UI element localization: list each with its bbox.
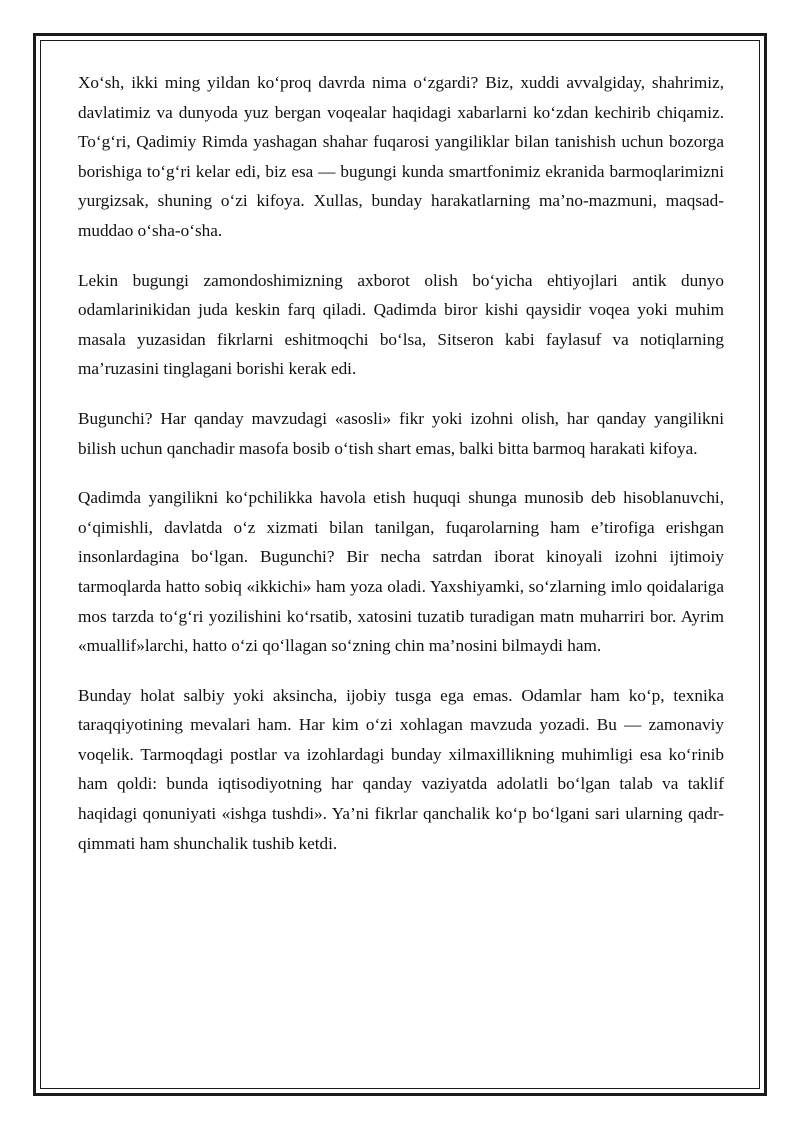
document-body [78, 68, 724, 878]
paragraph-3: Bugunchi? Har qanday mavzudagi «asosli» fikr yoki izohni olish, har qanday yangilikni bilish uchun qanchadir masofa bosib o‘tish shart emas, balki bitta barmoq harakati kifoya. [78, 408, 724, 458]
paragraph-5: Bunday holat salbiy yoki aksincha, ijobiy tusga ega emas. Odamlar ham ko‘p, texnika taraqqiyotining mevalari ham. Har kim o‘zi xohlagan mavzuda yozadi. Bu — zamonaviy voqelik. Tarmoqdagi postlar va izohlardagi bunday xilmaxillikning muhimligi esa ko‘rinib ham qoldi: bunda iqtisodiyotning har qanday vaziyatda adolatli bo‘lgan talab va taklif haqidagi qonuniyati «ishga tushdi». Ya’ni fikrlar qanchalik ko‘p bo‘lgani sari ularning qadr-qimmati ham shunchalik tushib ketdi. [78, 685, 724, 853]
paragraph-2: Lekin bugungi zamondoshimizning axborot olish bo‘yicha ehtiyojlari antik dunyo odamlarinikidan juda keskin farq qiladi. Qadimda biror kishi qaysidir voqea yoki muhim masala yuzasidan fikrlarni eshitmoqchi bo‘lsa, Sitseron kabi faylasuf va notiqlarning ma’ruzasini tinglagani borishi kerak edi. [78, 270, 724, 379]
paragraph-1: Xo‘sh, ikki ming yildan ko‘proq davrda nima o‘zgardi? Biz, xuddi avvalgiday, shahrimiz, davlatimiz va dunyoda yuz bergan voqealar haqidagi xabarlarni ko‘zdan kechirib chiqamiz. To‘g‘ri, Qadimiy Rimda yashagan shahar fuqarosi yangiliklar bilan tanishish uchun bozorga borishiga to‘g‘ri kelar edi, biz esa — bugungi kunda smartfonimiz ekranida barmoqlarimizni yurgizsak, shuning o‘zi kifoya. Xullas, bunday harakatlarning ma’no-mazmuni, maqsad-muddao o‘sha-o‘sha. [78, 73, 724, 240]
paragraph-4: Qadimda yangilikni ko‘pchilikka havola etish huquqi shunga munosib deb hisoblanuvchi, o‘qimishli, davlatda o‘z xizmati bilan tanilgan, fuqarolarning ham e’tirofiga erishgan insonlardagina bo‘lgan. Bugunchi? Bir necha satrdan iborat kinoyali izohni ijtimoiy tarmoqlarda hatto sobiq «ikkichi» ham yoza oladi. Yaxshiyamki, so‘zlarning imlo qoidalariga mos tarzda to‘g‘ri yozilishini ko‘rsatib, xatosini tuzatib turadigan matn muharriri bor. Ayrim «muallif»larchi, hatto o‘zi qo‘llagan so‘zning chin ma’nosini bilmaydi ham. [78, 488, 724, 656]
